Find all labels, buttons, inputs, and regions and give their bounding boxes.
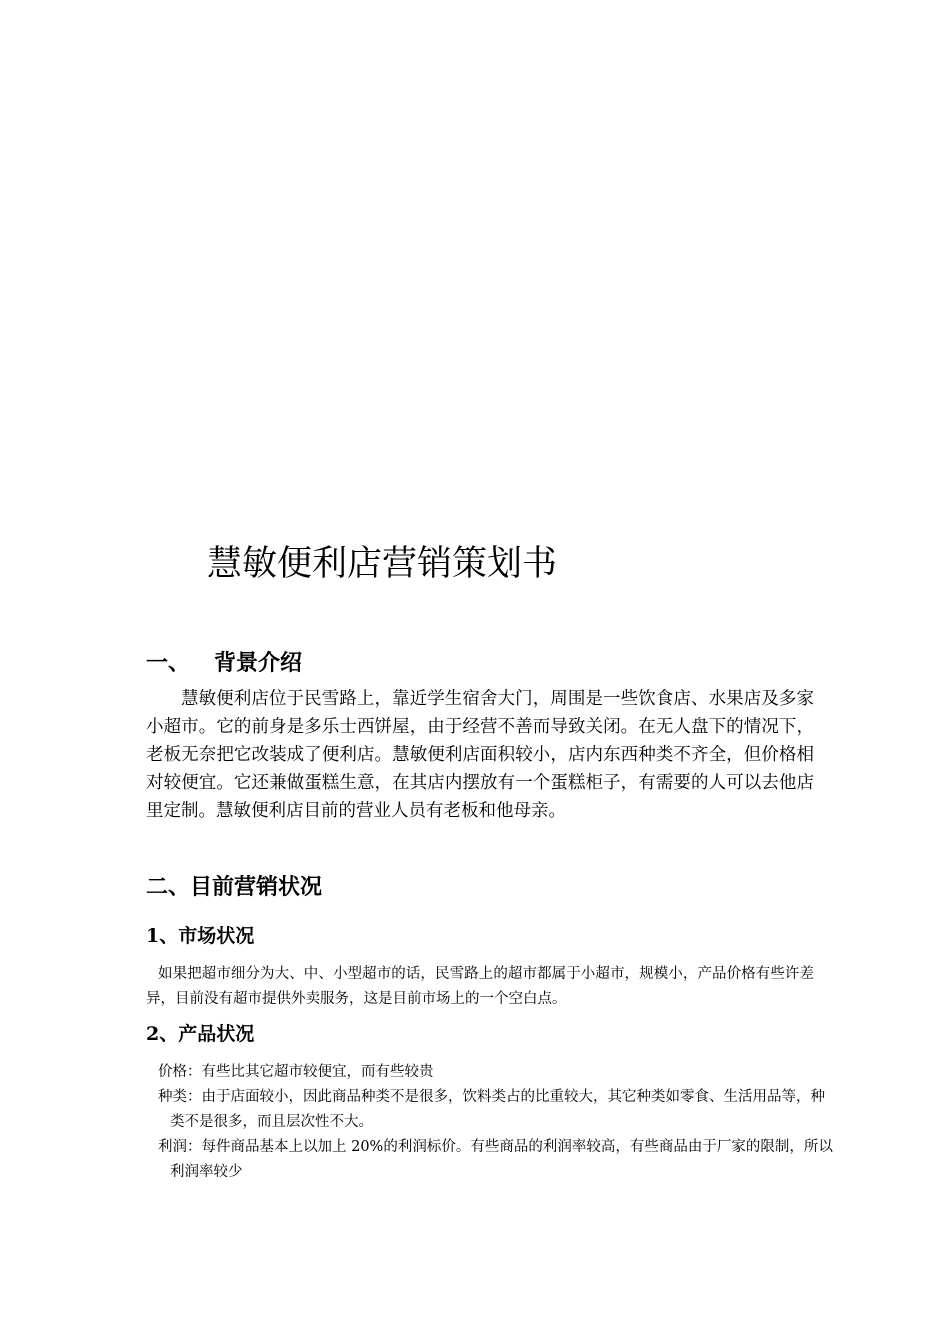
section-heading-marketing-status: 二、目前营销状况 [146,874,323,900]
product-status-list [146,1060,836,1185]
section-heading-background [146,647,302,679]
subsection-heading-market: 1、市场状况 [146,925,255,947]
list-item: 利润：每件商品基本上以加上 20%的利润标价。有些商品的利润率较高，有些商品由于厂家的限制，所以利润率较少 [158,1139,833,1180]
list-item: 种类：由于店面较小，因此商品种类不是很多，饮料类占的比重较大，其它种类如零食、生活用品等，种类不是很多，而且层次性不大。 [158,1089,825,1130]
subsection-heading-product: 2、产品状况 [146,1023,255,1045]
list-item: 价格：有些比其它超市较便宜，而有些较贵 [158,1064,434,1080]
section-number: 一、 [146,650,191,676]
background-paragraph: 慧敏便利店位于民雪路上，靠近学生宿舍大门，周围是一些饮食店、水果店及多家小超市。它的前身是多乐士西饼屋，由于经营不善而导致关闭。在无人盘下的情况下，老板无奈把它改装成了便利店。慧敏便利店面积较小，店内东西种类不齐全，但价格相对较便宜。它还兼做蛋糕生意，在其店内摆放有一个蛋糕柜子，有需要的人可以去他店里定制。慧敏便利店目前的营业人员有老板和他母亲。 [146,689,814,821]
section-heading-text: 背景介绍 [214,650,303,676]
market-paragraph: 如果把超市细分为大、中、小型超市的话，民雪路上的超市都属于小超市，规模小，产品价格有些许差异，目前没有超市提供外卖服务，这是目前市场上的一个空白点。 [146,966,814,1007]
document-title: 慧敏便利店营销策划书 [207,544,558,584]
